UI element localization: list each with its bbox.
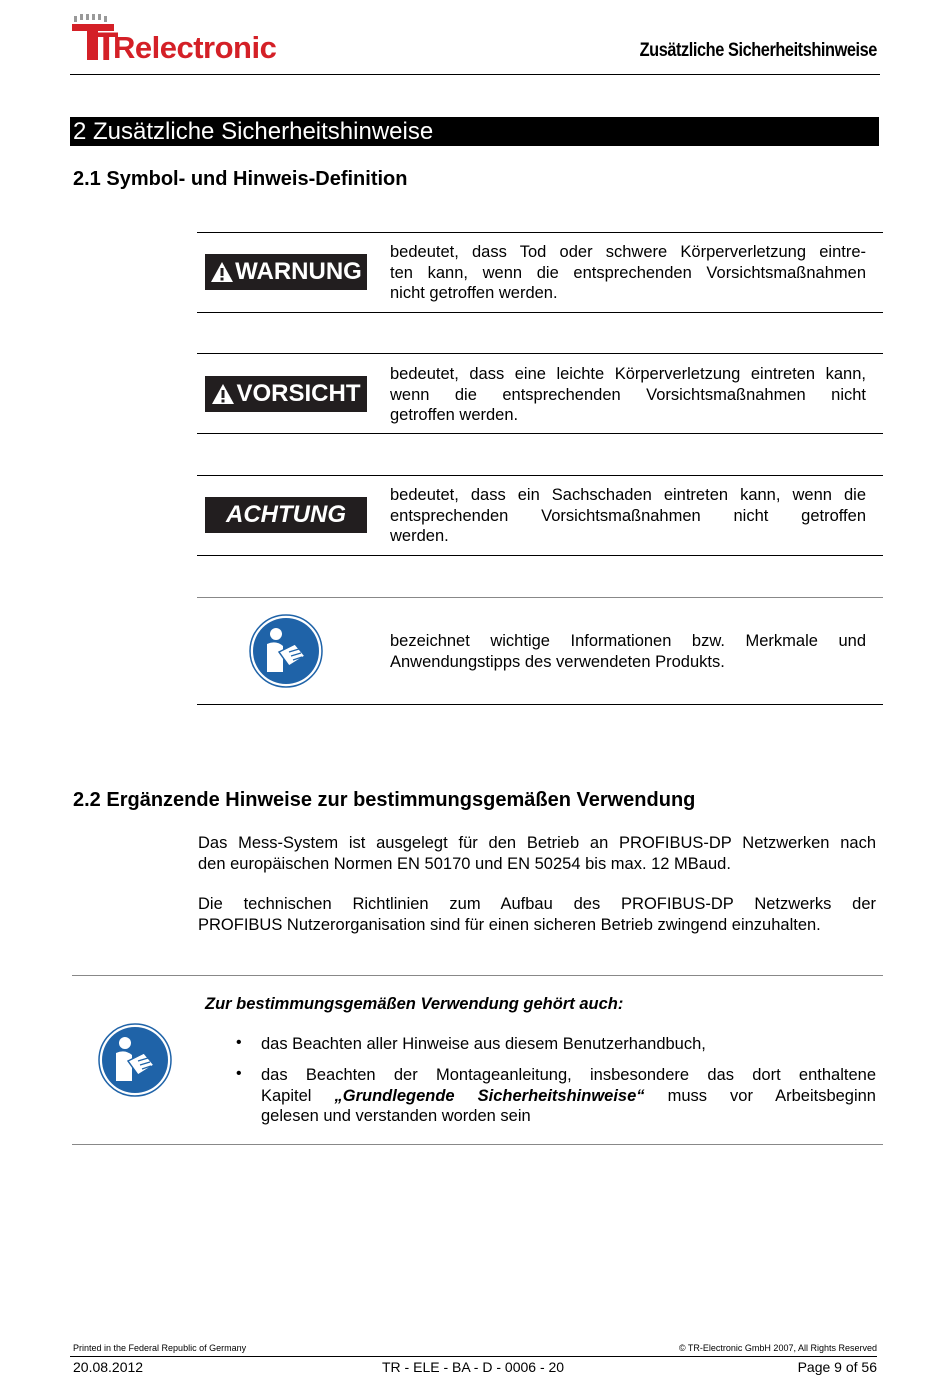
text-span: Kapitel <box>261 1086 335 1105</box>
chapter-reference: „Grundlegende Sicherheitshinweise“ <box>334 1086 645 1105</box>
warning-triangle-icon <box>210 261 234 283</box>
warning-signal-label <box>205 254 367 290</box>
logo-mark: T <box>94 25 119 64</box>
text-line: werden. <box>390 527 449 545</box>
signal-word: ACHTUNG <box>226 501 346 528</box>
paragraph <box>198 833 876 874</box>
bullet-marker: • <box>236 1065 242 1082</box>
text-line: bedeutet, dass Tod oder schwere Körperverletzung eintre- <box>390 243 866 261</box>
divider <box>197 704 883 705</box>
text-line: wenn die entsprechenden Vorsichtsmaßnahmen nicht <box>390 385 866 404</box>
divider <box>197 232 883 233</box>
read-manual-icon <box>98 1023 172 1097</box>
footer-copyright: © TR-Electronic GmbH 2007, All Rights Reserved <box>678 1343 877 1353</box>
bullet-item <box>261 1065 876 1127</box>
note-heading: Zur bestimmungsgemäßen Verwendung gehört auch: <box>205 995 624 1013</box>
text-line: den europäischen Normen EN 50170 und EN 50254 bis max. 12 MBaud. <box>198 854 731 873</box>
divider <box>72 975 883 976</box>
text-line: ten kann, wenn die entsprechenden Vorsichtsmaßnahmen <box>390 263 866 282</box>
section-title: 2.1 Symbol- und Hinweis-Definition <box>73 168 408 190</box>
text-line: Das Mess-System ist ausgelegt für den Betrieb an PROFIBUS-DP Netzwerken nach <box>198 834 876 852</box>
section-title: 2.2 Ergänzende Hinweise zur bestimmungsgemäßen Verwendung <box>73 789 696 811</box>
caution-signal-label <box>205 376 367 412</box>
footer-page-number: Page 9 of 56 <box>797 1359 877 1375</box>
logo-text: Relectronic <box>113 30 277 64</box>
divider <box>72 1144 883 1145</box>
divider <box>197 597 883 598</box>
bullet-item: das Beachten aller Hinweise aus diesem Benutzerhandbuch, <box>261 1035 706 1053</box>
bullet-marker: • <box>236 1034 242 1051</box>
footer-printed: Printed in the Federal Republic of Germany <box>73 1343 247 1353</box>
definition-text <box>390 242 866 304</box>
footer-doc-id: TR - ELE - BA - D - 0006 - 20 <box>382 1359 565 1375</box>
signal-word: WARNUNG <box>235 258 362 285</box>
paragraph <box>198 894 876 935</box>
company-logo <box>70 14 290 64</box>
text-line: bedeutet, dass eine leichte Körperverletzung eintreten kann, <box>390 365 866 383</box>
definition-text <box>390 485 866 547</box>
header-title: Zusätzliche Sicherheitshinweise <box>639 40 877 61</box>
text-line: bezeichnet wichtige Informationen bzw. Merkmale und <box>390 632 866 650</box>
divider <box>197 353 883 354</box>
text-line: Anwendungstipps des verwendeten Produkts. <box>390 652 725 671</box>
chapter-title: 2 Zusätzliche Sicherheitshinweise <box>70 117 879 146</box>
text-line: entsprechenden Vorsichtsmaßnahmen nicht getroffen <box>390 506 866 525</box>
text-line: gelesen und verstanden worden sein <box>261 1107 531 1125</box>
footer-date: 20.08.2012 <box>73 1359 144 1375</box>
text-line: nicht getroffen werden. <box>390 284 558 302</box>
text-line: das Beachten der Montageanleitung, insbesondere das dort enthaltene <box>261 1066 876 1084</box>
definition-text <box>390 631 866 672</box>
divider <box>197 555 883 556</box>
footer-divider <box>70 1356 877 1357</box>
divider <box>197 312 883 313</box>
text-line: Die technischen Richtlinien zum Aufbau des PROFIBUS-DP Netzwerks der <box>198 895 876 913</box>
text-line <box>261 1086 876 1107</box>
text-line: bedeutet, dass ein Sachschaden eintreten kann, wenn die <box>390 486 866 504</box>
text-line: PROFIBUS Nutzerorganisation sind für einen sicheren Betrieb zwingend einzuhalten. <box>198 915 821 934</box>
text-line: getroffen werden. <box>390 406 519 424</box>
header-divider <box>70 74 880 75</box>
divider <box>197 475 883 476</box>
signal-word: VORSICHT <box>236 380 361 407</box>
text-span: muss vor Arbeitsbeginn <box>644 1086 876 1105</box>
notice-signal-label <box>205 497 367 533</box>
read-manual-icon <box>249 614 323 688</box>
warning-triangle-icon <box>211 383 235 405</box>
definition-text <box>390 364 866 426</box>
divider <box>197 433 883 434</box>
